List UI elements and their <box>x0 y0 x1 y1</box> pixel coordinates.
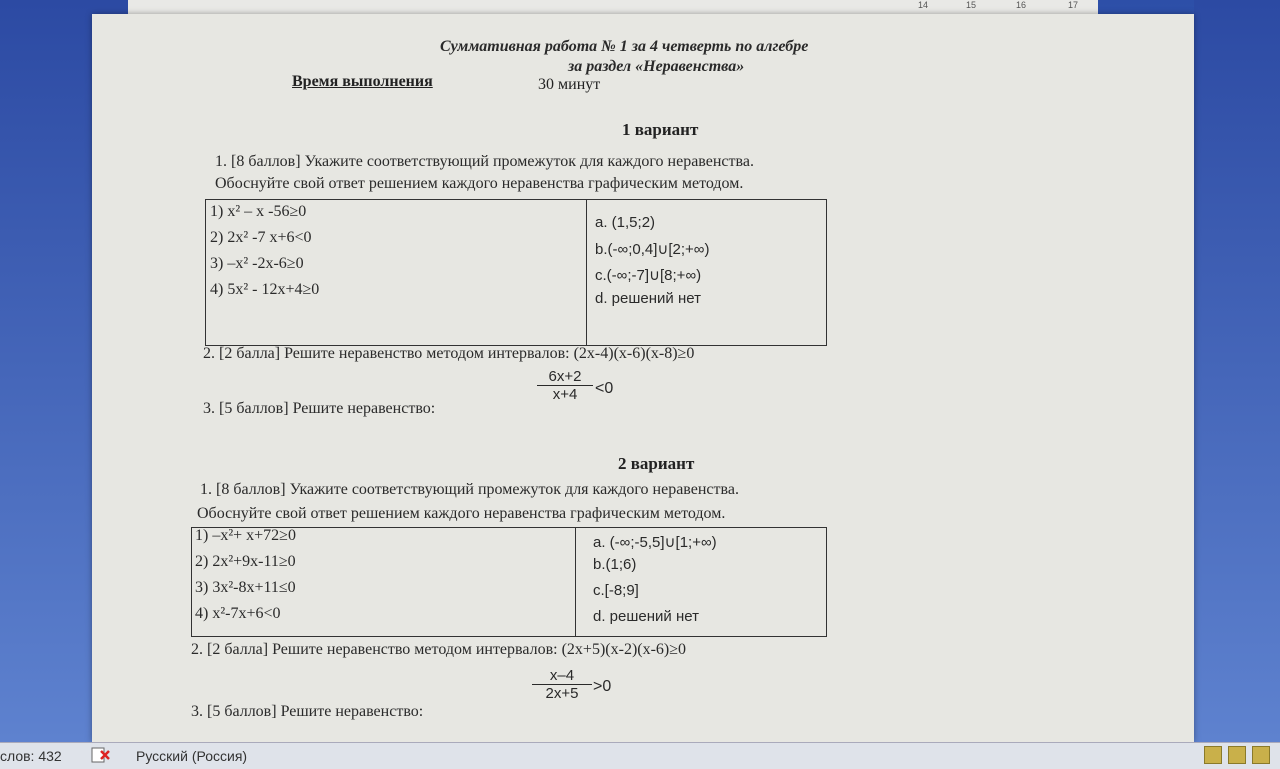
fraction-numerator: x–4 <box>532 667 592 685</box>
variant2-answer: c.[-8;9] <box>593 582 639 599</box>
horizontal-ruler[interactable] <box>128 0 1098 15</box>
variant1-answer: a. (1,5;2) <box>595 214 656 231</box>
variant2-fraction <box>532 667 592 702</box>
window-background-right <box>1194 0 1280 742</box>
variant1-answer: b.(-∞;0,4]∪[2;+∞) <box>595 241 710 258</box>
view-buttons <box>1204 746 1270 764</box>
variant1-inequality: 2) 2x² -7 x+6<0 <box>210 229 312 246</box>
time-value: 30 минут <box>538 76 601 93</box>
variant1-inequality: 4) 5x² - 12x+4≥0 <box>210 281 320 298</box>
ruler-mark: 15 <box>966 0 977 10</box>
variant1-fraction <box>537 368 593 403</box>
variant1-inequality: 3) –x² -2x-6≥0 <box>210 255 304 272</box>
variant2-answer: d. решений нет <box>593 608 699 625</box>
variant2-task1-line1: 1. [8 баллов] Укажите соответствующий промежуток для каждого неравенства. <box>200 481 739 498</box>
variant2-answer: b.(1;6) <box>593 556 637 573</box>
variant2-inequality: 4) x²-7x+6<0 <box>195 605 281 622</box>
table-divider <box>575 528 576 636</box>
full-screen-view-icon[interactable] <box>1228 746 1246 764</box>
ruler-mark: 17 <box>1068 0 1079 10</box>
variant1-task1-line2: Обоснуйте свой ответ решением каждого неравенства графическим методом. <box>215 175 744 192</box>
language-indicator[interactable]: Русский (Россия) <box>136 748 248 764</box>
variant2-inequality: 1) –x²+ x+72≥0 <box>195 527 296 544</box>
variant1-answer: c.(-∞;-7]∪[8;+∞) <box>595 267 702 284</box>
print-layout-view-icon[interactable] <box>1204 746 1222 764</box>
variant2-inequality: 2) 2x²+9x-11≥0 <box>195 553 296 570</box>
document-subtitle: за раздел «Неравенства» <box>568 58 745 75</box>
variant1-heading: 1 вариант <box>622 120 699 139</box>
fraction-comparison: <0 <box>595 380 614 397</box>
variant1-task1-line1: 1. [8 баллов] Укажите соответствующий промежуток для каждого неравенства. <box>215 153 754 170</box>
variant2-inequality: 3) 3x²-8x+11≤0 <box>195 579 296 596</box>
variant1-answer: d. решений нет <box>595 290 701 307</box>
table-divider <box>586 200 587 345</box>
variant1-task2: 2. [2 балла] Решите неравенство методом интервалов: (2x-4)(x-6)(x-8)≥0 <box>203 345 695 362</box>
ruler-mark: 14 <box>918 0 929 10</box>
word-count[interactable]: слов: 432 <box>0 748 62 764</box>
document-title: Суммативная работа № 1 за 4 четверть по алгебре <box>440 38 809 55</box>
variant2-task2: 2. [2 балла] Решите неравенство методом интервалов: (2x+5)(x-2)(x-6)≥0 <box>191 641 687 658</box>
variant2-answer: a. (-∞;-5,5]∪[1;+∞) <box>593 534 717 551</box>
fraction-denominator: x+4 <box>552 386 578 403</box>
fraction-numerator: 6x+2 <box>537 368 593 386</box>
fraction-denominator: 2x+5 <box>545 685 579 702</box>
variant2-task1-line2: Обоснуйте свой ответ решением каждого неравенства графическим методом. <box>197 505 726 522</box>
variant1-task3: 3. [5 баллов] Решите неравенство: <box>203 400 436 417</box>
ruler-mark: 16 <box>1016 0 1027 10</box>
time-label: Время выполнения <box>292 73 433 90</box>
fraction-comparison: >0 <box>593 678 612 695</box>
variant2-heading: 2 вариант <box>618 454 695 473</box>
status-bar <box>0 742 1280 769</box>
variant2-task3: 3. [5 баллов] Решите неравенство: <box>191 703 424 720</box>
variant1-inequality: 1) x² – x -56≥0 <box>210 203 307 220</box>
web-layout-view-icon[interactable] <box>1252 746 1270 764</box>
spellcheck-icon[interactable] <box>90 745 112 765</box>
